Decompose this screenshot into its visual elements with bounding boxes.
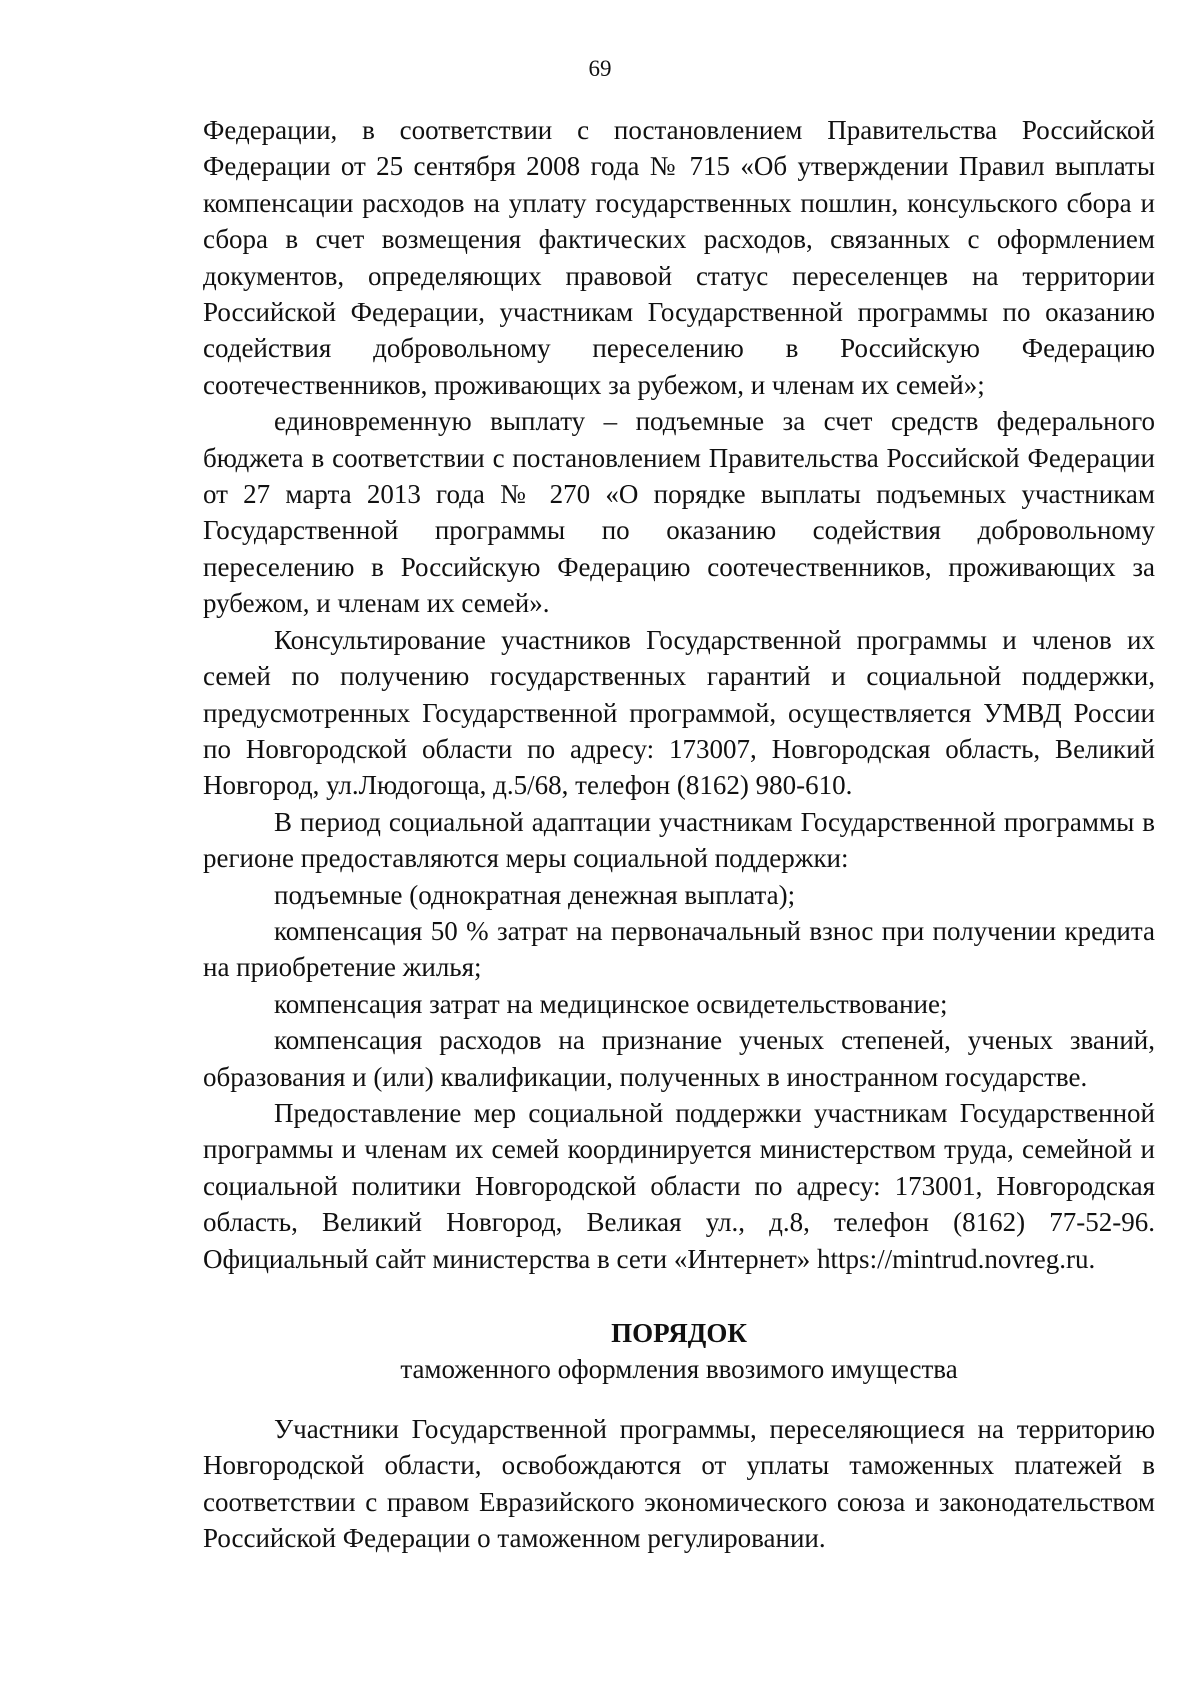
list-item-degree-recognition: компенсация расходов на признание ученых степеней, ученых званий, образования и (или) квалификации, полученных в иностранном государстве. xyxy=(203,1025,1155,1092)
list-item-down-payment-compensation: компенсация 50 % затрат на первоначальный взнос при получении кредита на приобретение жилья; xyxy=(203,915,1155,983)
section-title: ПОРЯДОК xyxy=(611,1318,747,1348)
document-body xyxy=(203,112,1155,1557)
paragraph-ministry-coordination: Предоставление мер социальной поддержки участникам Государственной программы и членам их семей координируется министерством труда, семейной и социальной политики Новгородской области по адресу: 173001, Новгородская область, Великий Новгород, Великая ул., д.8, телефон (8162) 77-52-96. Официальный сайт министерства в сети «Интернет» https://mintrud.novreg.ru. xyxy=(203,1097,1155,1274)
paragraph-compensation-rules: Федерации, в соответствии с постановлением Правительства Российской Федерации от 25 сентября 2008 года № 715 «Об утверждении Правил выплаты компенсации расходов на уплату государственных пошлин, консульского сбора и сбора в счет возмещения фактических расходов, связанных с оформлением документов, определяющих правовой статус переселенцев на территории Российской Федерации, участникам Государственной программы по оказанию содействия добровольному переселению в Российскую Федерацию соотечественников, проживающих за рубежом, и членам их семей»; xyxy=(203,115,1155,400)
list-item-relocation-allowance: подъемные (однократная денежная выплата); xyxy=(274,879,796,910)
paragraph-lump-sum-payment: единовременную выплату – подъемные за счет средств федерального бюджета в соответствии с постановлением Правительства Российской Федерации от 27 марта 2013 года № 270 «О порядке выплаты подъемных участникам Государственной программы по оказанию содействия добровольному переселению в Российскую Федерацию соотечественников, проживающих за рубежом, и членам их семей». xyxy=(203,406,1155,619)
list-item-medical-compensation: компенсация затрат на медицинское освидетельствование; xyxy=(274,988,948,1019)
paragraph-customs-exemption: Участники Государственной программы, переселяющиеся на территорию Новгородской области, освобождаются от уплаты таможенных платежей в соответствии с правом Евразийского экономического союза и законодательством Российской Федерации о таможенном регулировании. xyxy=(203,1414,1155,1554)
paragraph-consulting: Консультирование участников Государственной программы и членов их семей по получению государственных гарантий и социальной поддержки, предусмотренных Государственной программой, осуществляется УМВД России по Новгородской области по адресу: 173007, Новгородская область, Великий Новгород, ул.Людогоща, д.5/68, телефон (8162) 980-610. xyxy=(203,624,1155,801)
section-subtitle: таможенного оформления ввозимого имущества xyxy=(400,1354,958,1384)
page-number: 69 xyxy=(588,56,612,81)
paragraph-social-adaptation: В период социальной адаптации участникам Государственной программы в регионе предоставляются меры социальной поддержки: xyxy=(203,806,1155,874)
